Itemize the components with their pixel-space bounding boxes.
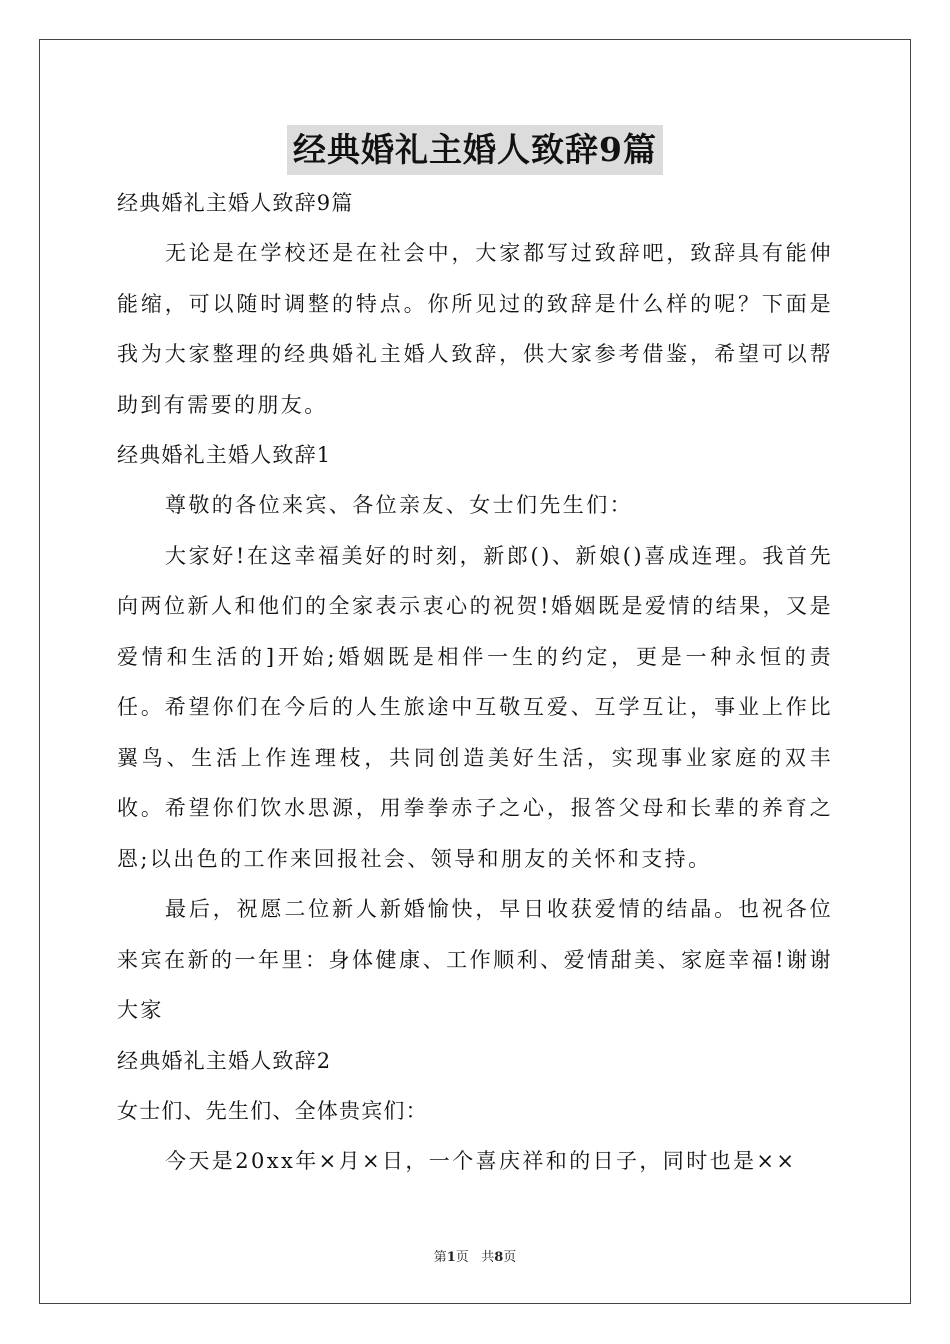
body-paragraph-1: 大家好!在这幸福美好的时刻，新郎()、新娘()喜成连理。我首先向两位新人和他们的全家表示衷心的祝贺!婚姻既是爱情的结果，又是爱情和生活的]开始;婚姻既是相伴一生的约定，更是一种永恒的责任。希望你们在今后的人生旅途中互敬互爱、互学互让，事业上作比翼鸟、生活上作连理枝，共同创造美好生活，实现事业家庭的双丰收。希望你们饮水思源，用拳拳赤子之心，报答父母和长辈的养育之恩;以出色的工作来回报社会、领导和朋友的关怀和支持。	[117, 543, 833, 871]
page-number: 1	[446, 1250, 456, 1265]
page-suffix: 页	[503, 1250, 517, 1265]
salutation-paragraph-2: 女士们、先生们、全体贵宾们：	[117, 1098, 428, 1123]
body-paragraph-2: 今天是20xx年×月×日，一个喜庆祥和的日子，同时也是××	[165, 1148, 797, 1173]
page-total: 8	[494, 1250, 504, 1265]
title-container	[0, 125, 950, 175]
intro-paragraph: 无论是在学校还是在社会中，大家都写过致辞吧，致辞具有能伸能缩，可以随时调整的特点。你所见过的致辞是什么样的呢？下面是我为大家整理的经典婚礼主婚人致辞，供大家参考借鉴，希望可以帮助到有需要的朋友。	[117, 241, 833, 417]
salutation-paragraph-1: 尊敬的各位来宾、各位亲友、女士们先生们：	[165, 493, 633, 517]
section-heading-2: 经典婚礼主婚人致辞2	[117, 1048, 332, 1073]
page-mid: 页 共	[455, 1250, 495, 1265]
document-title: 经典婚礼主婚人致辞9篇	[287, 125, 663, 175]
page-prefix: 第	[433, 1250, 447, 1265]
page-footer	[0, 1246, 950, 1265]
closing-paragraph-1: 最后，祝愿二位新人新婚愉快，早日收获爱情的结晶。也祝各位来宾在新的一年里：身体健康、工作顺利、爱情甜美、家庭幸福!谢谢大家	[117, 897, 833, 1022]
document-body	[117, 178, 833, 1186]
section-heading-1: 经典婚礼主婚人致辞1	[117, 443, 332, 467]
document-subtitle: 经典婚礼主婚人致辞9篇	[117, 191, 354, 215]
